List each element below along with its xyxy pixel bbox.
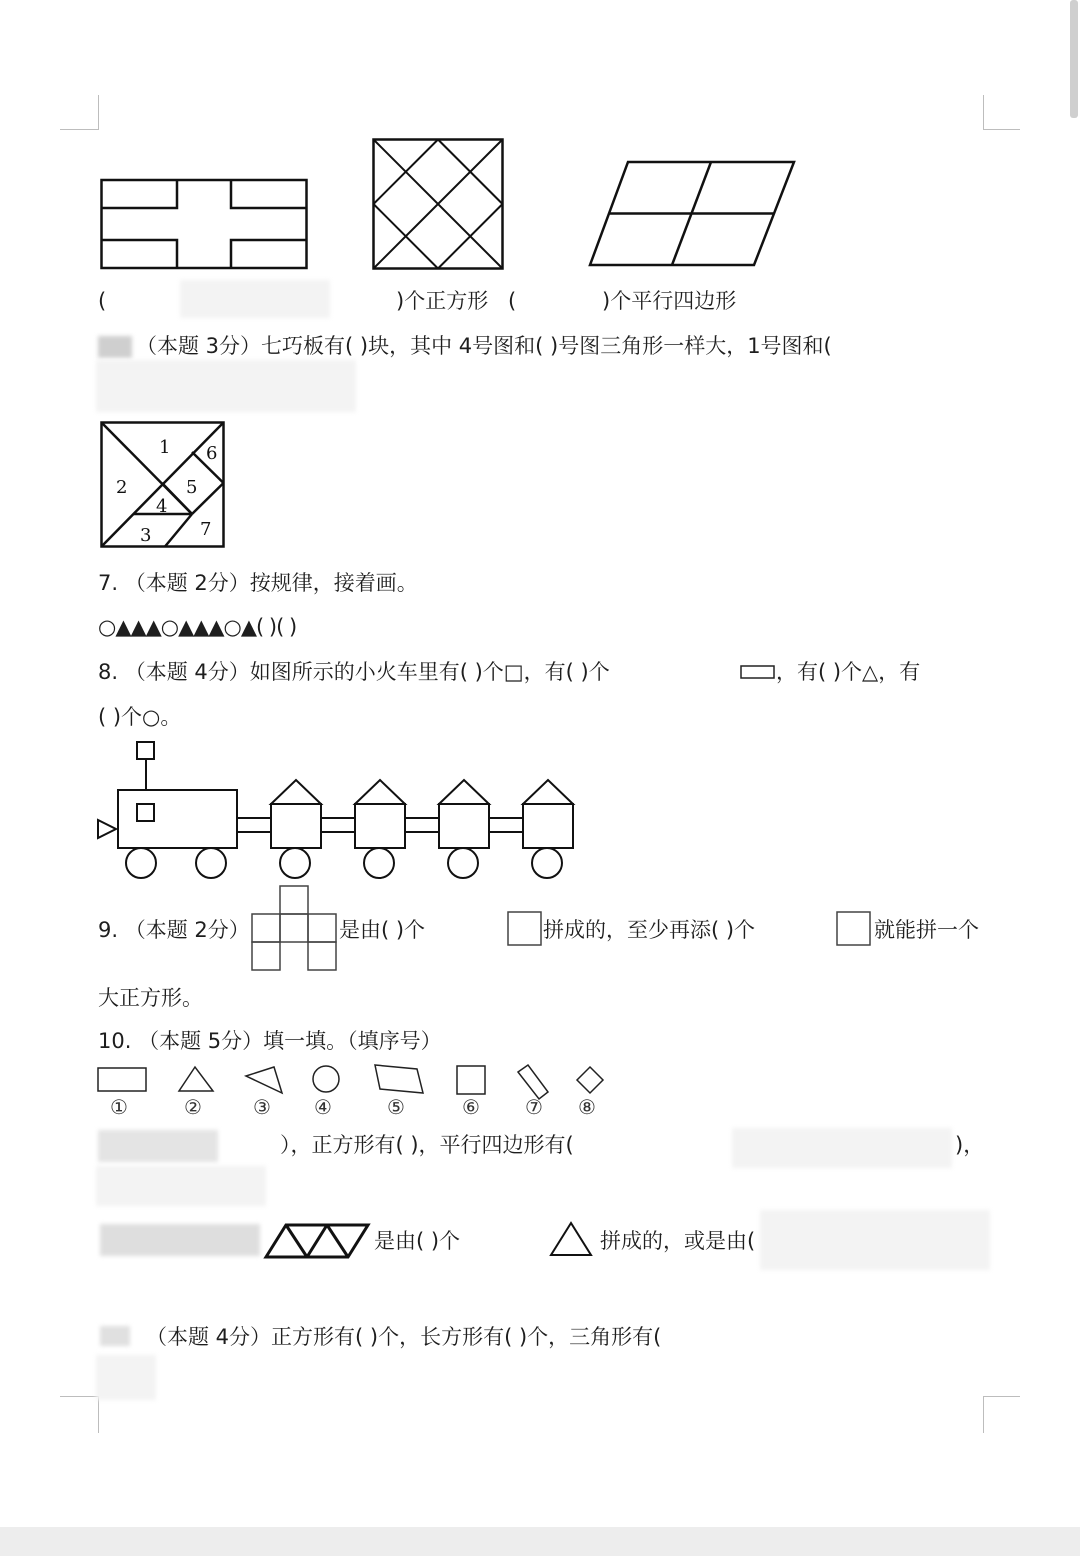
- q9-prefix: 9. （本题 2分）: [98, 918, 250, 942]
- q5-open-paren: (: [98, 289, 107, 313]
- crop-mark-top-right: [983, 95, 1020, 130]
- square-composite-figure: [251, 885, 339, 971]
- small-square-symbol: [836, 911, 872, 947]
- cross-rectangle-figure: [100, 178, 310, 270]
- small-square-symbol: [507, 911, 543, 947]
- shape-number: ⑤: [387, 1095, 405, 1119]
- q9-mid3: 就能拼一个: [874, 918, 979, 942]
- q11-mid1: 是由( )个: [374, 1229, 461, 1253]
- tangram-piece-label: 5: [186, 477, 198, 498]
- q12-text: （本题 4分）正方形有( )个，长方形有( )个，三角形有(: [146, 1325, 662, 1349]
- triangle-symbol: [548, 1220, 594, 1258]
- q10-text: 10. （本题 5分）填一填。（填序号）: [98, 1029, 442, 1053]
- obscured-text: [180, 280, 330, 318]
- q9-mid1: 是由( )个: [339, 918, 426, 942]
- q5-squares-label: )个正方形: [396, 289, 489, 313]
- q7-text: 7. （本题 2分）按规律，接着画。: [98, 571, 418, 595]
- q9-line2: 大正方形。: [98, 986, 203, 1010]
- q5-para-open-paren: (: [508, 289, 517, 313]
- q10-fill-end: )，: [955, 1133, 985, 1157]
- shape-number: ①: [110, 1095, 128, 1119]
- shape-number: ③: [253, 1095, 271, 1119]
- obscured-text: [96, 1355, 156, 1400]
- obscured-question-number: [100, 1224, 260, 1256]
- shape-number: ⑧: [578, 1095, 596, 1119]
- q10-fill-line: ），正方形有( )，平行四边形有(: [280, 1133, 574, 1157]
- tangram-piece-label: 1: [159, 437, 171, 458]
- q6-text: （本题 3分）七巧板有( )块，其中 4号图和( )号图三角形一样大，1号图和(: [136, 334, 832, 358]
- q8-line1-b: ，有( )个△，有: [776, 660, 921, 684]
- square-diamond-grid-figure: [372, 138, 504, 270]
- tangram-piece-label: 4: [156, 496, 168, 517]
- crop-mark-top-left: [60, 95, 99, 130]
- q9-mid2: 拼成的，至少再添( )个: [543, 918, 756, 942]
- q8-line1-a: 8. （本题 4分）如图所示的小火车里有( )个□，有( )个: [98, 660, 610, 684]
- obscured-text: [732, 1128, 952, 1168]
- tangram-figure: [100, 421, 226, 549]
- bottom-status-bar: [0, 1527, 1080, 1556]
- q11-mid2: 拼成的，或是由(: [600, 1229, 756, 1253]
- small-rectangle-symbol: [740, 664, 776, 680]
- obscured-text: [98, 1130, 218, 1162]
- tangram-piece-label: 3: [140, 525, 152, 546]
- shape-number: ⑥: [462, 1095, 480, 1119]
- crop-mark-bottom-right: [983, 1396, 1020, 1433]
- tangram-piece-label: 2: [116, 477, 128, 498]
- crop-mark-bottom-left: [60, 1396, 99, 1433]
- obscured-text: [760, 1210, 990, 1270]
- scrollbar[interactable]: [1070, 0, 1078, 118]
- q10-shape-numbers: [96, 1095, 616, 1123]
- shape-number: ②: [184, 1095, 202, 1119]
- toy-train-figure: [96, 740, 578, 882]
- obscured-question-number: [100, 1326, 130, 1346]
- three-triangles-figure: [264, 1222, 372, 1260]
- obscured-text: [96, 360, 356, 412]
- tangram-piece-label: 6: [206, 443, 218, 464]
- tangram-piece-label: 7: [200, 519, 212, 540]
- parallelogram-grid-figure: [588, 160, 798, 268]
- q5-parallelograms-label: )个平行四边形: [602, 289, 737, 313]
- q7-pattern: ○▲▲▲○▲▲▲○▲( )( ): [98, 615, 297, 639]
- q8-line2: ( )个○。: [98, 705, 182, 729]
- shape-number: ⑦: [525, 1095, 543, 1119]
- obscured-question-number: [98, 336, 132, 358]
- shape-number: ④: [314, 1095, 332, 1119]
- obscured-text: [96, 1166, 266, 1206]
